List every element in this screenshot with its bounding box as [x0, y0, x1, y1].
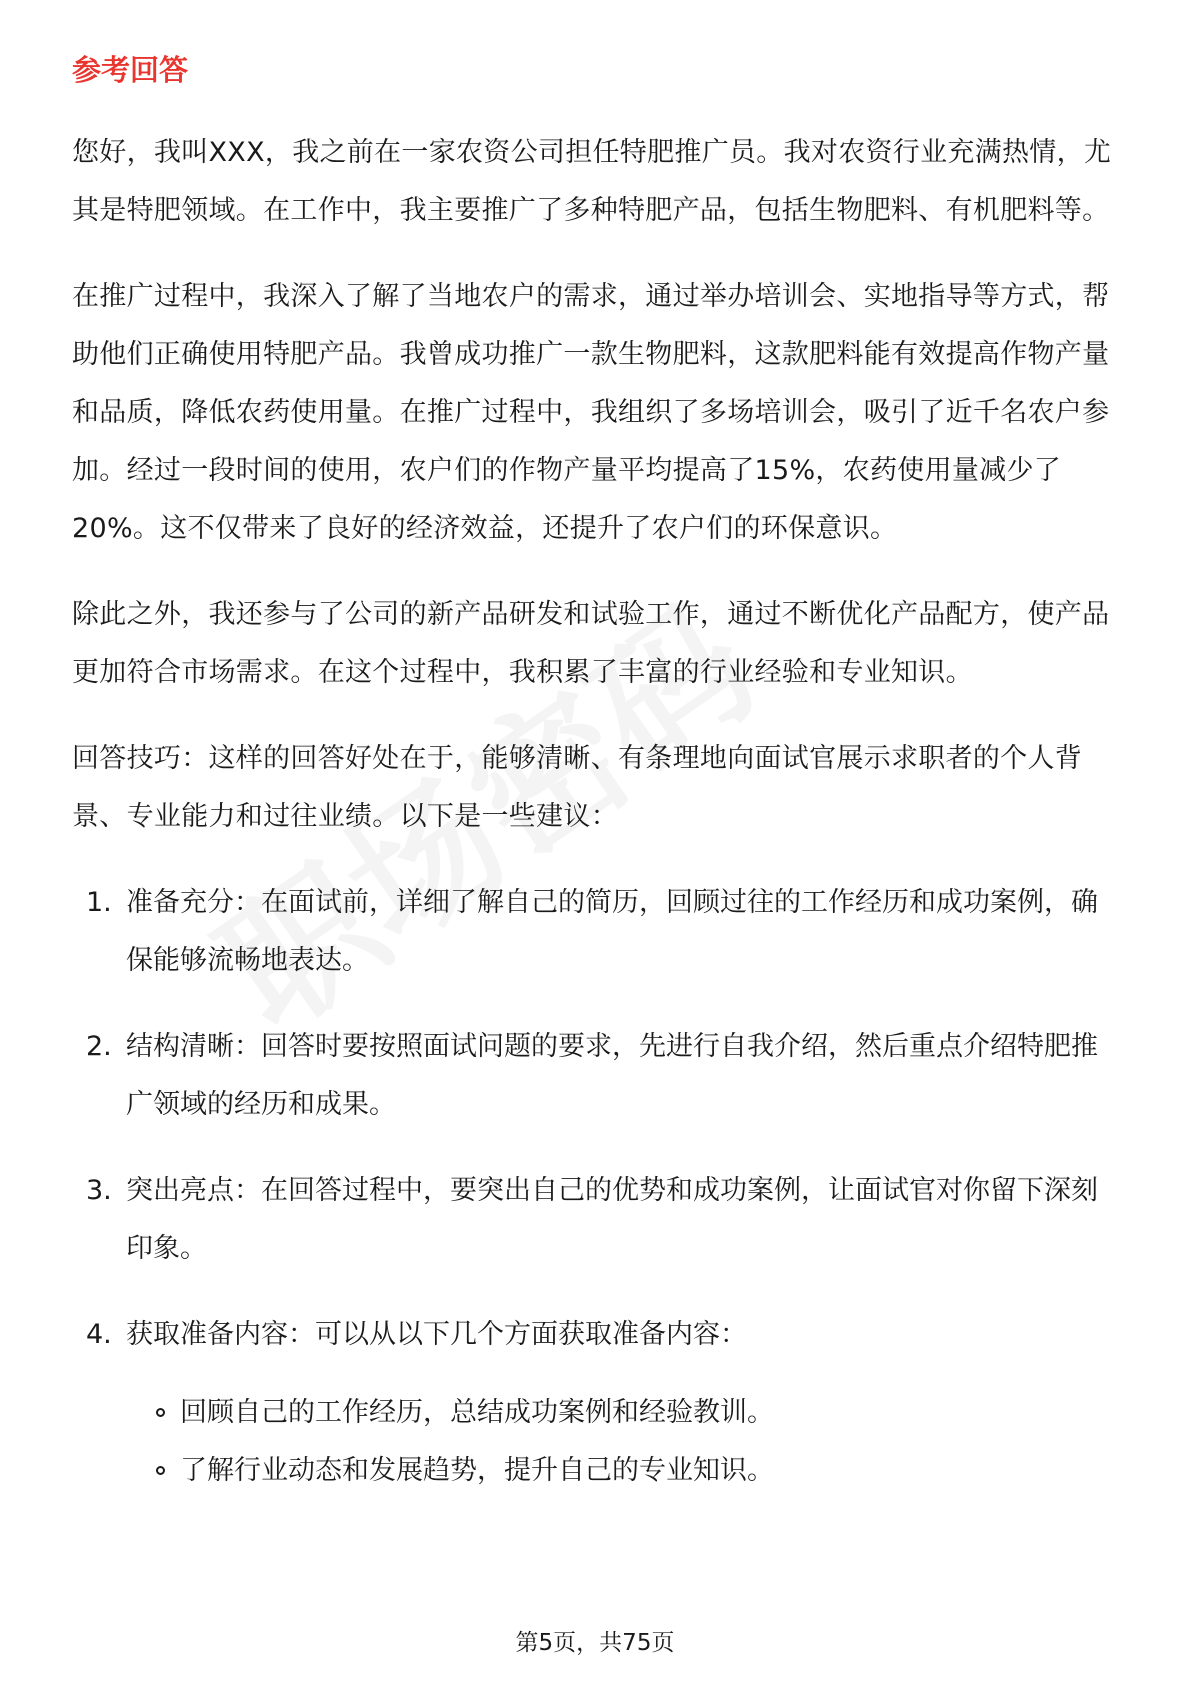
circle-bullet-icon — [156, 1466, 165, 1475]
list-item — [72, 1306, 1122, 1500]
list-item-text: 突出亮点：在回答过程中，要突出自己的优势和成功案例，让面试官对你留下深刻印象。 — [126, 1175, 1098, 1264]
tips-list — [72, 874, 1122, 1500]
list-number: 1. — [86, 887, 112, 918]
answer-paragraph-3: 除此之外，我还参与了公司的新产品研发和试验工作，通过不断优化产品配方，使产品更加符合市场需求。在这个过程中，我积累了丰富的行业经验和专业知识。 — [72, 599, 1110, 688]
section-heading: 参考回答 — [72, 53, 189, 87]
list-item-text: 获取准备内容：可以从以下几个方面获取准备内容： — [126, 1319, 747, 1350]
tips-intro-paragraph: 回答技巧：这样的回答好处在于，能够清晰、有条理地向面试官展示求职者的个人背景、专业能力和过往业绩。以下是一些建议： — [72, 743, 1083, 832]
sub-list — [126, 1384, 1122, 1500]
list-number: 2. — [86, 1031, 112, 1062]
list-item — [72, 1018, 1122, 1134]
answer-paragraph-2: 在推广过程中，我深入了解了当地农户的需求，通过举办培训会、实地指导等方式，帮助他们正确使用特肥产品。我曾成功推广一款生物肥料，这款肥料能有效提高作物产量和品质，降低农药使用量。在推广过程中，我组织了多场培训会，吸引了近千名农户参加。经过一段时间的使用，农户们的作物产量平均提高了15%，农药使用量减少了20%。这不仅带来了良好的经济效益，还提升了农户们的环保意识。 — [72, 281, 1110, 544]
sub-list-item-text: 回顾自己的工作经历，总结成功案例和经验教训。 — [180, 1397, 774, 1428]
page-footer: 第5页，共75页 — [515, 1630, 675, 1656]
answer-paragraph-1: 您好，我叫XXX，我之前在一家农资公司担任特肥推广员。我对农资行业充满热情，尤其是特肥领域。在工作中，我主要推广了多种特肥产品，包括生物肥料、有机肥料等。 — [72, 137, 1112, 226]
list-number: 4. — [86, 1319, 112, 1350]
list-item — [72, 1162, 1122, 1278]
sub-list-item-text: 了解行业动态和发展趋势，提升自己的专业知识。 — [180, 1455, 774, 1486]
document-page — [72, 50, 1122, 1528]
list-item-text: 结构清晰：回答时要按照面试问题的要求，先进行自我介绍，然后重点介绍特肥推广领域的经历和成果。 — [126, 1031, 1098, 1120]
circle-bullet-icon — [156, 1408, 165, 1417]
sub-list-item — [126, 1442, 1122, 1500]
sub-list-item — [126, 1384, 1122, 1442]
list-item — [72, 874, 1122, 990]
list-number: 3. — [86, 1175, 112, 1206]
list-item-text: 准备充分：在面试前，详细了解自己的简历，回顾过往的工作经历和成功案例，确保能够流畅地表达。 — [126, 887, 1098, 976]
